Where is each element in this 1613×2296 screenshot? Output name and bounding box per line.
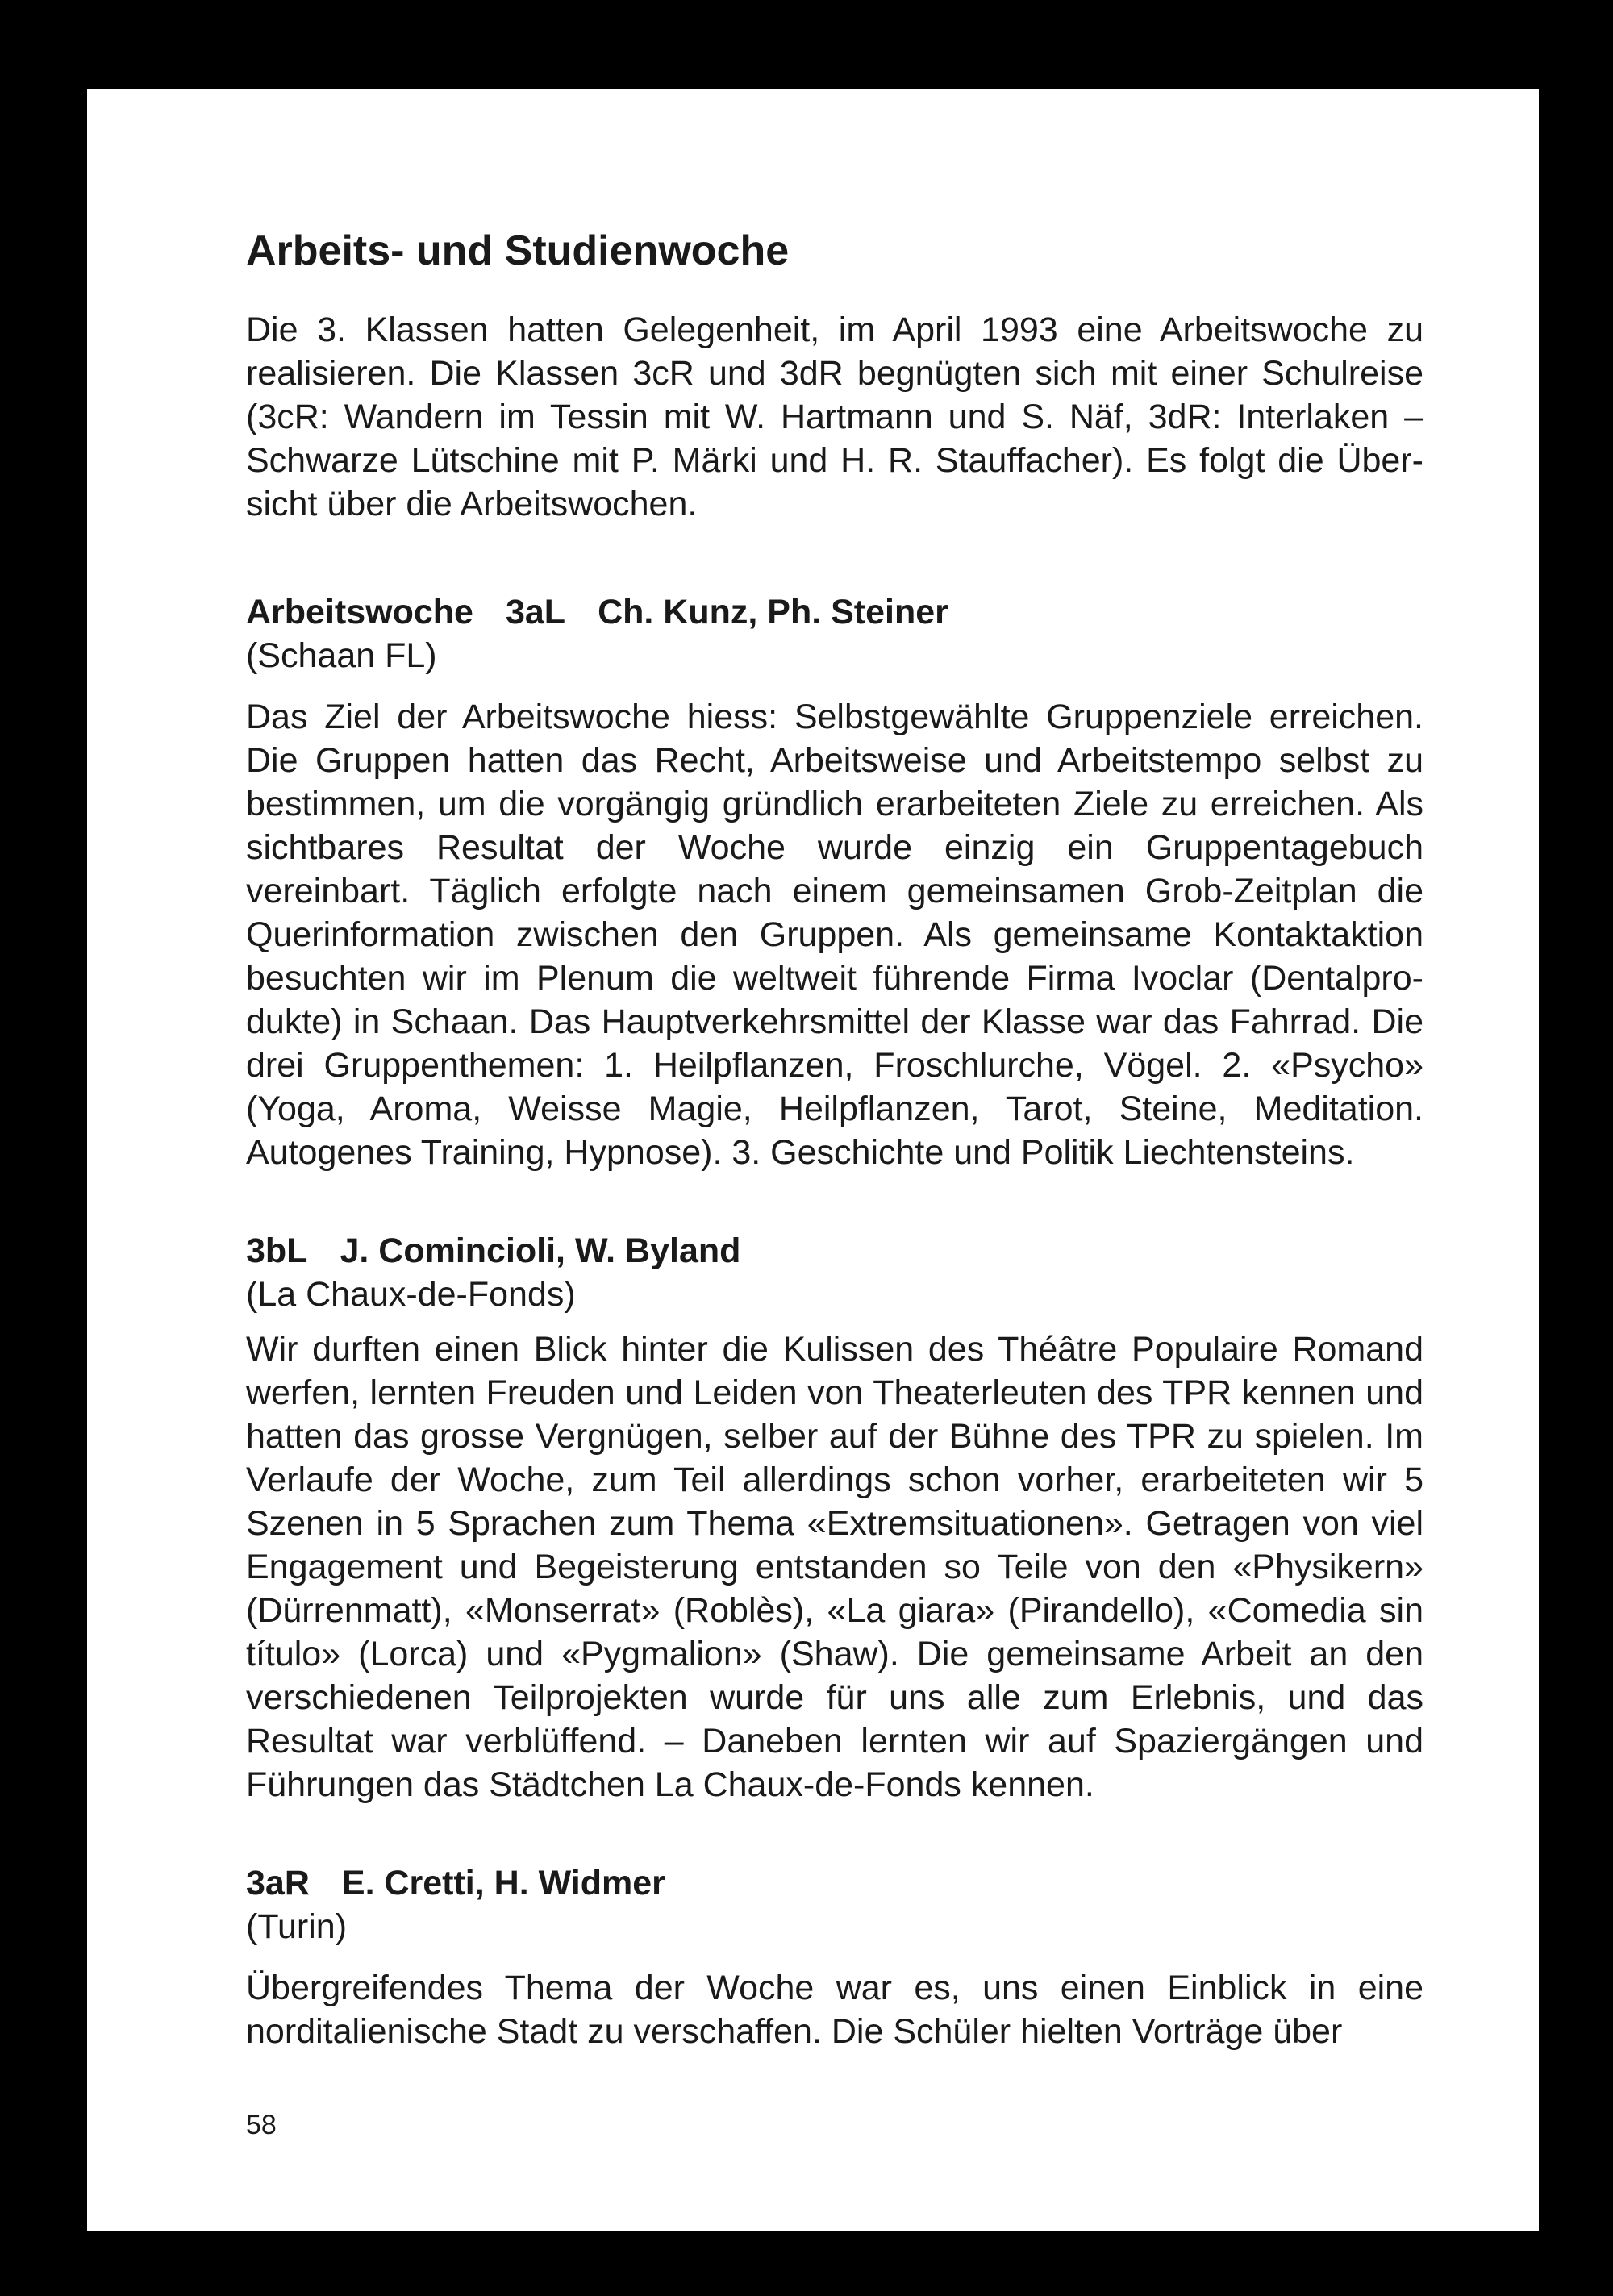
section-teachers: J. Comincioli, W. Byland [340,1231,741,1271]
page-title: Arbeits- und Studienwoche [246,227,790,274]
intro-paragraph: Die 3. Klassen hatten Gelegenheit, im April 1993 eine Arbeitswoche zu realisieren. Die Klassen 3cR und 3dR begnügten sich mit einer Schulreise (3cR: Wandern im Tessin mit W. Hartmann und S. Näf, 3dR: Interlaken – Schwarze Lütschine mit P. Märki und H. R. Stauffacher). Es folgt die Übersicht über die Arbeitswochen. [246,310,1423,524]
section-place: (Schaan FL) [246,636,437,676]
section-3al [246,590,1423,1174]
section-class: 3bL [246,1231,308,1271]
section-place: (La Chaux-de-Fonds) [246,1275,576,1315]
section-text: Übergreifendes Thema der Woche war es, uns einen Einblick in eine norditalienische Stadt zu verschaffen. Die Schüler hielten Vorträge über [246,1969,1423,2052]
section-heading [246,1861,1423,1905]
section-3bl [246,1229,1423,1806]
section-text: Das Ziel der Arbeitswoche hiess: Selbstgewählte Gruppenziele erreichen. Die Gruppen hatten das Recht, Arbeitsweise und Arbeitstempo selbst zu bestimmen, um die vorgängig gründlich erarbeiteten Ziele zu erreichen. Als sichtbares Resultat der Woche wurde einzig ein Gruppentagebuch vereinbart. Täglich erfolgte nach einem gemeinsamen Grob-Zeitplan die Querinformation zwischen den Gruppen. Als gemeinsame Kontaktaktion besuchten wir im Plenum die weltweit führende Firma Ivoclar (Dentalprodukte) in Schaan. Das Hauptverkehrsmittel der Klasse war das Fahrrad. Die drei Gruppenthemen: 1. Heilpflanzen, Froschlurche, Vögel. 2. «Psycho» (Yoga, Aroma, Weisse Magie, Heilpflanzen, Tarot, Steine, Meditation. Autogenes Training, Hypnose). 3. Geschichte und Politik Liechtensteins. [246,698,1423,1173]
section-3ar [246,1861,1423,2053]
section-text: Wir durften einen Blick hinter die Kulissen des Théâtre Populaire Romand werfen, lernten Freuden und Leiden von Theaterleuten des TPR kennen und hatten das grosse Vergnügen, selber auf der Bühne des TPR zu spielen. Im Verlaufe der Woche, zum Teil allerdings schon vorher, erarbeiteten wir 5 Szenen in 5 Sprachen zum Thema «Extremsituationen». Getragen von viel Engagement und Begeisterung entstanden so Teile von den «Physikern» (Dürrenmatt), «Monserrat» (Roblès), «La giara» (Pirandello), «Comedia sin título» (Lorca) und «Pygmalion» (Shaw). Die gemeinsame Arbeit an den verschiedenen Teilprojekten wurde für uns alle zum Erlebnis, und das Resultat war verblüffend. – Daneben lernten wir auf Spaziergängen und Führungen das Städtchen La Chaux-de-Fonds kennen. [246,1330,1423,1805]
section-label: Arbeitswoche [246,593,473,632]
section-heading [246,590,1423,634]
section-heading [246,1229,1423,1273]
page-content [246,226,1423,2053]
section-teachers: E. Cretti, H. Widmer [341,1864,665,1903]
section-teachers: Ch. Kunz, Ph. Steiner [598,593,948,632]
page-number: 58 [246,2110,277,2140]
section-place: (Turin) [246,1907,348,1947]
section-class: 3aL [505,593,566,632]
section-class: 3aR [246,1864,310,1903]
